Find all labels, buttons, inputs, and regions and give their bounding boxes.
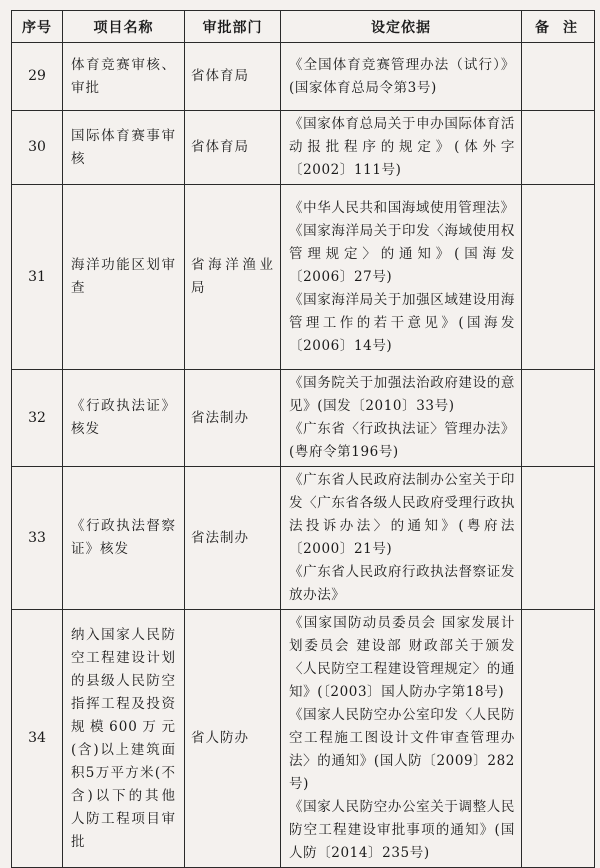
row-dept: 省体育局 [185, 43, 281, 111]
basis-entry: 《广东省〈行政执法证〉管理办法》(粤府令第196号) [289, 421, 515, 460]
table-row [12, 370, 595, 467]
row-dept: 省法制办 [185, 370, 281, 467]
row-item-name: 海洋功能区划审查 [63, 185, 185, 370]
row-item-name: 《行政执法督察证》核发 [63, 467, 185, 610]
basis-entry: 《全国体育竞赛管理办法（试行）》(国家体育总局令第3号) [289, 56, 515, 96]
row-basis [281, 111, 522, 185]
row-no: 34 [12, 610, 63, 868]
basis-entry: 《国家体育总局关于申办国际体育活动报批程序的规定》(体外字〔2002〕111号) [289, 116, 515, 178]
row-item-name: 纳入国家人民防空工程建设计划的县级人民防空指挥工程及投资规模600万元(含)以上建筑面积5万平方米(不含)以下的其他人防工程项目审批 [63, 610, 185, 868]
header-name: 项目名称 [63, 11, 185, 43]
row-dept: 省海洋渔业局 [185, 185, 281, 370]
basis-entry: 《国家人民防空办公室印发〈人民防空工程施工图设计文件审查管理办法〉的通知》(国人防〔2009〕282号) [289, 707, 515, 792]
row-dept: 省人防办 [185, 610, 281, 868]
header-dept: 审批部门 [185, 11, 281, 43]
row-remark [522, 111, 595, 185]
basis-entry: 《国家海洋局关于加强区域建设用海管理工作的若干意见》(国海发〔2006〕14号) [289, 291, 515, 354]
row-no: 33 [12, 467, 63, 610]
table-row [12, 111, 595, 185]
row-no: 32 [12, 370, 63, 467]
header-remark: 备注 [522, 11, 595, 43]
row-remark [522, 185, 595, 370]
row-no: 31 [12, 185, 63, 370]
basis-entry: 《国家国防动员委员会 国家发展计划委员会 建设部 财政部关于颁发〈人民防空工程建设管理规定〉的通知》(〔2003〕国人防办字第18号) [289, 615, 515, 700]
row-no: 30 [12, 111, 63, 185]
table-row [12, 185, 595, 370]
basis-entry: 《中华人民共和国海域使用管理法》 [289, 199, 515, 216]
row-basis [281, 43, 522, 111]
table-row [12, 43, 595, 111]
row-item-name: 体育竞赛审核、审批 [63, 43, 185, 111]
row-dept: 省法制办 [185, 467, 281, 610]
basis-entry: 《广东省人民政府法制办公室关于印发〈广东省各级人民政府受理行政执法投诉办法〉的通知》(粤府法〔2000〕21号) [289, 472, 515, 557]
row-item-name: 《行政执法证》核发 [63, 370, 185, 467]
row-remark [522, 43, 595, 111]
approval-items-table [11, 10, 595, 868]
table-row [12, 610, 595, 868]
basis-entry: 《广东省人民政府行政执法督察证发放办法》 [289, 564, 515, 603]
row-remark [522, 610, 595, 868]
basis-entry: 《国务院关于加强法治政府建设的意见》(国发〔2010〕33号) [289, 375, 515, 414]
header-no: 序号 [12, 11, 63, 43]
table-row [12, 467, 595, 610]
row-item-name: 国际体育赛事审核 [63, 111, 185, 185]
row-dept: 省体育局 [185, 111, 281, 185]
row-no: 29 [12, 43, 63, 111]
header-basis: 设定依据 [281, 11, 522, 43]
basis-entry: 《国家海洋局关于印发〈海域使用权管理规定〉的通知》(国海发〔2006〕27号) [289, 222, 515, 285]
table-header-row [12, 11, 595, 43]
row-basis [281, 467, 522, 610]
row-basis [281, 610, 522, 868]
basis-entry: 《国家人民防空办公室关于调整人民防空工程建设审批事项的通知》(国人防〔2014〕235号) [289, 799, 515, 861]
row-basis [281, 185, 522, 370]
row-remark [522, 370, 595, 467]
row-remark [522, 467, 595, 610]
row-basis [281, 370, 522, 467]
